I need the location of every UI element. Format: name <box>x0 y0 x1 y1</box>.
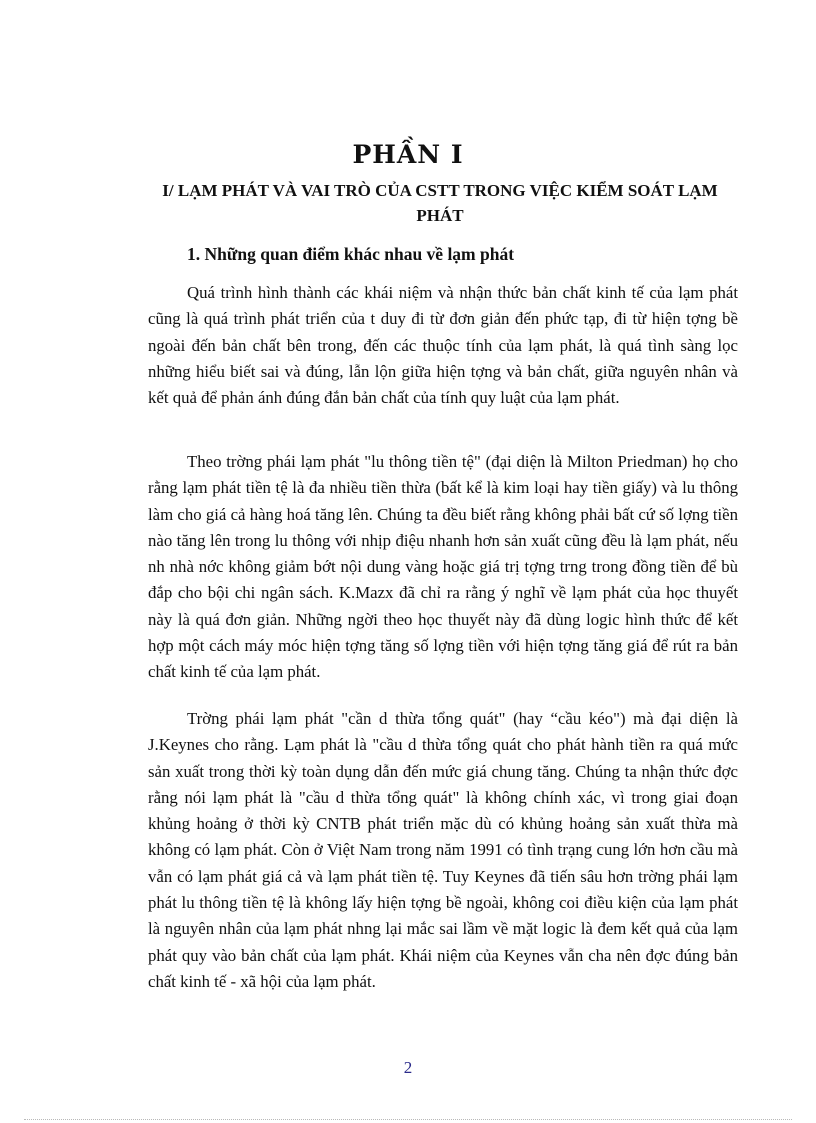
paragraph: Quá trình hình thành các khái niệm và nhận thức bản chất kinh tế của lạm phát cũng là quá trình phát triển của t duy đi từ đơn giản đến phức tạp, đi từ hiện tợng bề ngoài đến bản chất bên trong, đến các thuộc tính của lạm phát, là quá tình sàng lọc những hiểu biết sai và đúng, lẫn lộn giữa hiện tợng và bản chất, giữa nguyên nhân và kết quả để phản ánh đúng đắn bản chất của tính quy luật của lạm phát. <box>148 283 738 408</box>
section-title: I/ LẠM PHÁT VÀ VAI TRÒ CỦA CSTT TRONG VIỆC KIỂM SOÁT LẠM PHÁT <box>162 181 718 225</box>
part-title: PHẦN I <box>352 140 464 169</box>
paragraph: Theo trờng phái lạm phát "lu thông tiền tệ" (đại diện là Milton Priedman) họ cho rằng lạm phát tiền tệ là đa nhiều tiền thừa (bất kể là kim loại hay tiền giấy) và lu thông làm cho giá cả hàng hoá tăng lên. Chúng ta đều biết rằng không phải bất cứ số lợng tiền nào tăng lên trong lu thông với nhịp điệu nhanh hơn sản xuất cũng đều là lạm phát, nếu nh nhà nớc không giảm bớt nội dung vàng hoặc giá trị tợng trng trong đồng tiền để bù đắp cho bội chi ngân sách. K.Mazx đã chỉ ra rằng ý nghĩ về lạm phát của học thuyết này là quá đơn giản. Những ngời theo học thuyết này đã dùng logic hình thức để kết hợp một cách máy móc hiện tợng tăng số lợng tiền với hiện tợng tăng giá để rút ra bản chất kinh tế của lạm phát. <box>148 452 738 682</box>
subheading: 1. Những quan điểm khác nhau về lạm phát <box>187 244 515 264</box>
footer-divider <box>24 1119 792 1120</box>
paragraph: Trờng phái lạm phát "cần d thừa tổng quát" (hay “cầu kéo") mà đại diện là J.Keynes cho rằng. Lạm phát là "cầu d thừa tổng quát cho phát hành tiền ra quá mức sản xuất trong thời kỳ toàn dụng dẫn đến mức giá chung tăng. Chúng ta nhận thức đợc rằng nói lạm phát là "cầu d thừa tổng quát" là không chính xác, vì trong giai đoạn khủng hoảng ở thời kỳ CNTB phát triển mặc dù có khủng hoảng sản xuất thừa mà không có lạm phát. Còn ở Việt Nam trong năm 1991 có tình trạng cung lớn hơn cầu mà vẫn có lạm phát giá cả và lạm phát tiền tệ. Tuy Keynes đã tiến sâu hơn trờng phái lạm phát lu thông tiền tệ là không lấy hiện tợng bề ngoài, không coi điều kiện của lạm phát là nguyên nhân của lạm phát nhng lại mắc sai lầm về mặt logic là đem kết quả của lạm phát quy vào bản chất của lạm phát. Khái niệm của Keynes vẫn cha nên đợc đúng bản chất kinh tế - xã hội của lạm phát. <box>148 709 738 991</box>
page-number: 2 <box>403 1058 413 1077</box>
